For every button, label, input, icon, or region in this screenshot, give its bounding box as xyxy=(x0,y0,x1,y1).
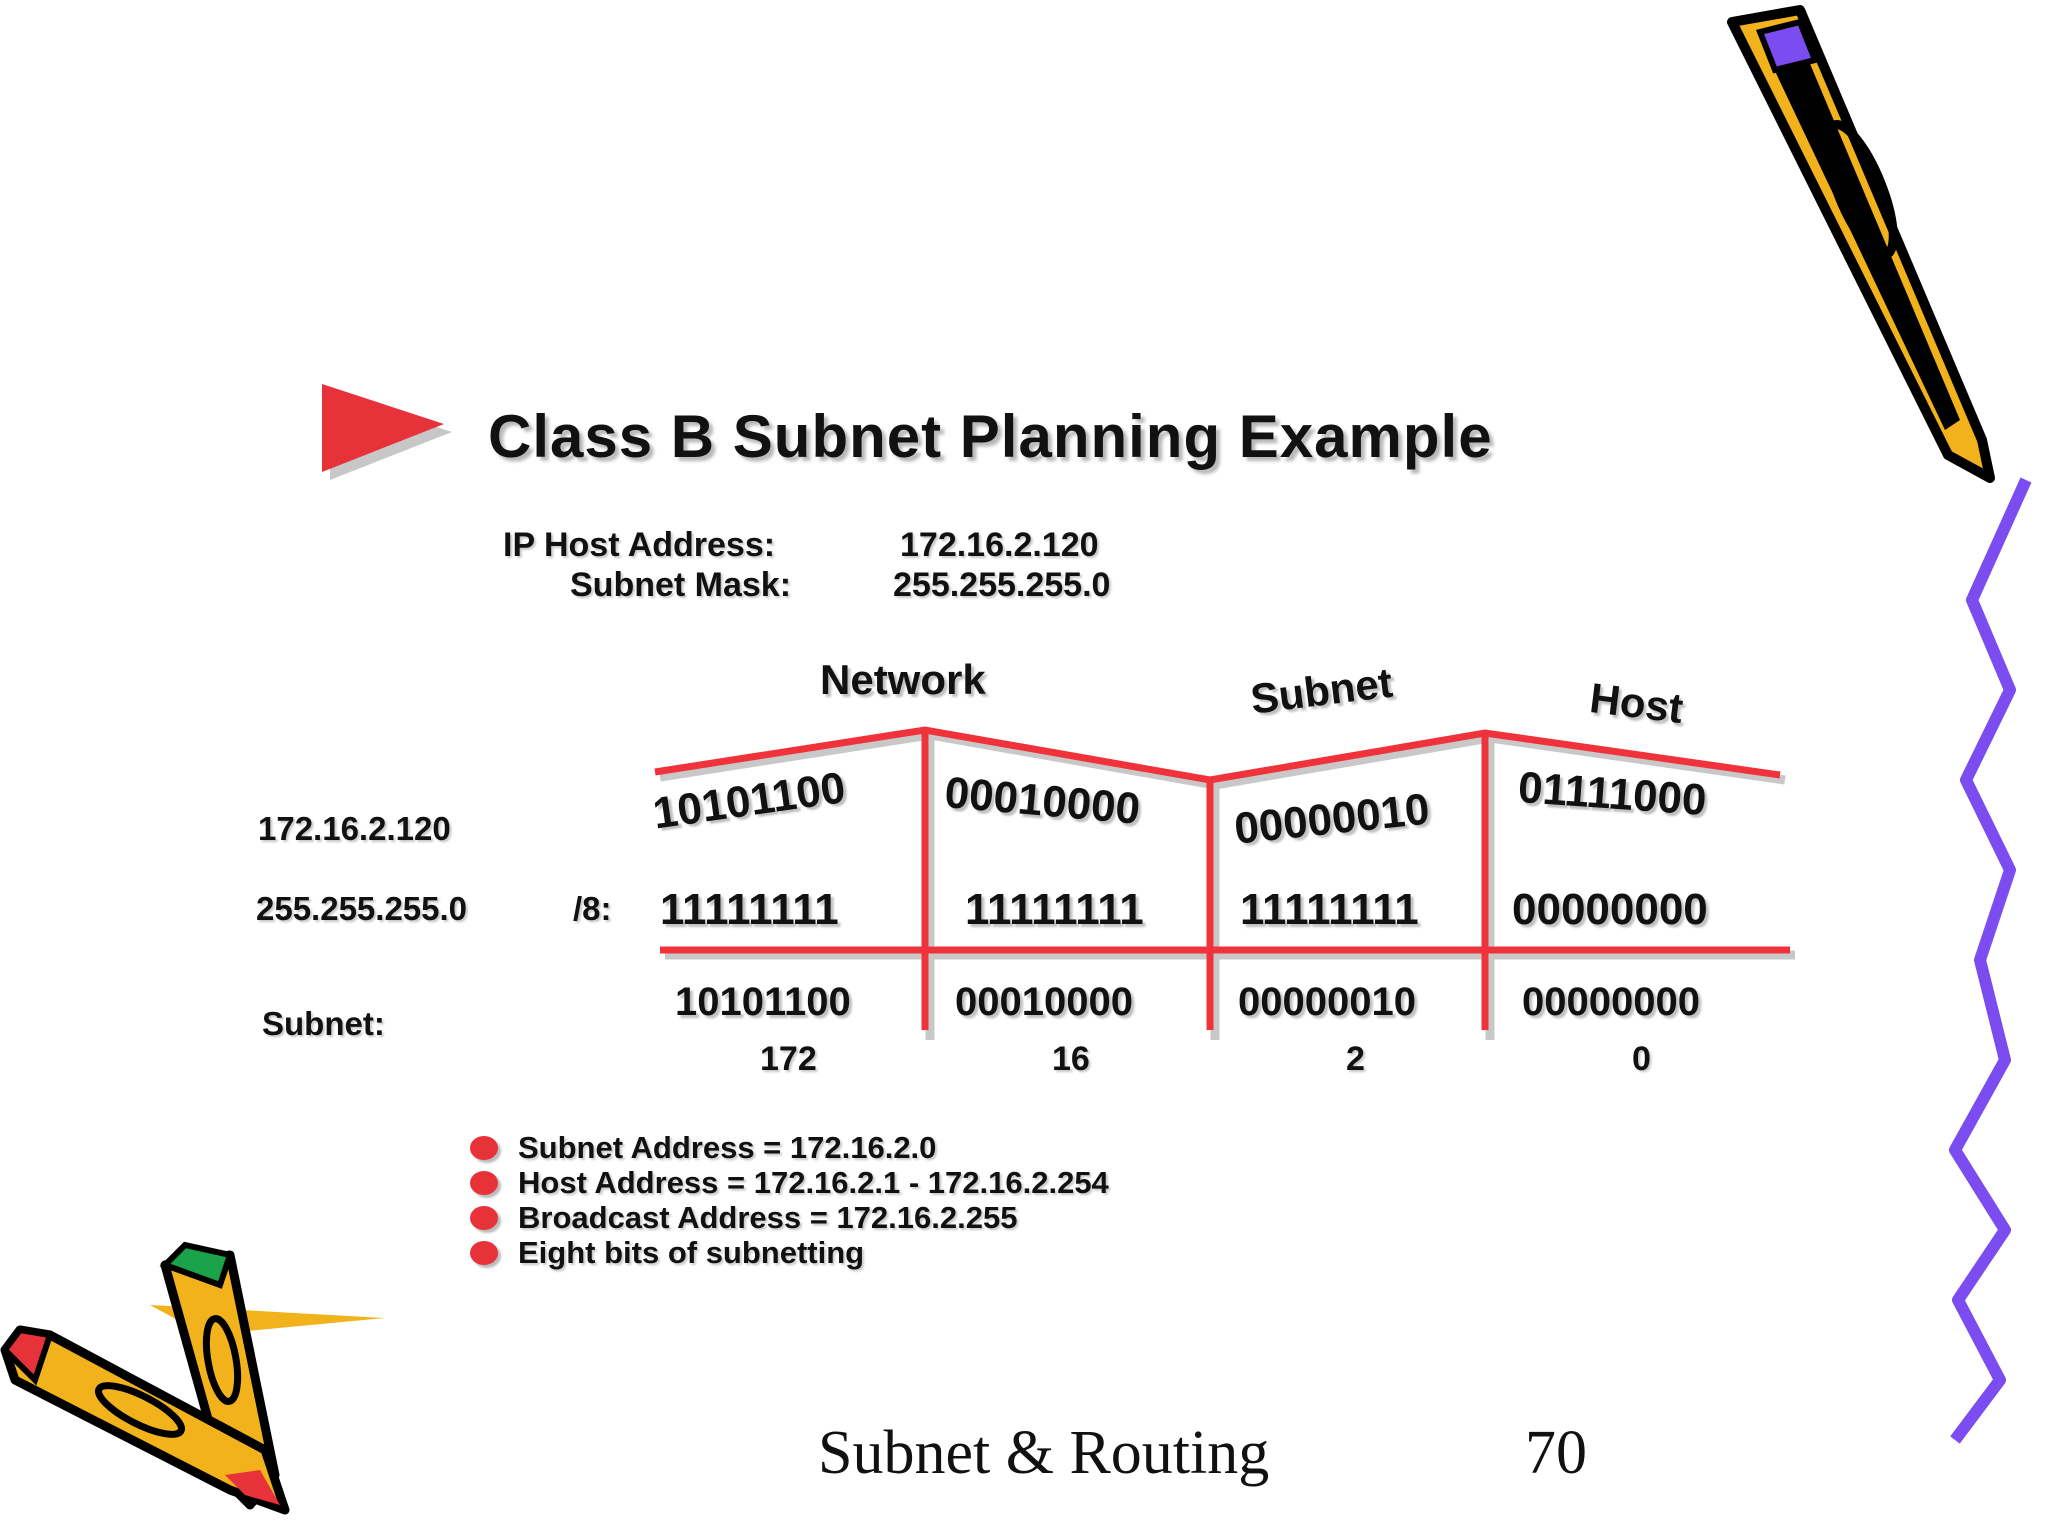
decimal-octet: 0 xyxy=(1632,1040,1651,1078)
bit-cell: 10101100 xyxy=(675,980,851,1024)
row-label-ip: 172.16.2.120 xyxy=(258,810,451,847)
bit-cell: 11111111 xyxy=(660,885,839,934)
row-label-subnet: Subnet: xyxy=(262,1005,385,1042)
header-host: Host xyxy=(1587,674,1686,733)
bullet-item xyxy=(470,1165,1109,1200)
header-subnet: Subnet xyxy=(1248,658,1395,723)
bullet-list xyxy=(470,1130,1109,1270)
bit-cell: 00010000 xyxy=(942,768,1143,834)
ip-host-value: 172.16.2.120 xyxy=(900,526,1099,564)
bit-cell: 00000000 xyxy=(1522,980,1700,1024)
decimal-octet: 2 xyxy=(1346,1040,1365,1078)
bullet-dot-icon xyxy=(470,1206,498,1230)
bullet-dot-icon xyxy=(470,1136,498,1160)
footer-title: Subnet & Routing xyxy=(818,1419,1270,1487)
decimal-octet: 16 xyxy=(1052,1040,1090,1078)
bit-cell: 00000000 xyxy=(1512,885,1708,934)
bullet-dot-icon xyxy=(470,1241,498,1265)
subnet-mask-value: 255.255.255.0 xyxy=(893,566,1111,604)
ip-host-label: IP Host Address: xyxy=(503,526,776,564)
bit-cell: 00010000 xyxy=(955,980,1133,1024)
bit-cell: 11111111 xyxy=(965,885,1144,934)
bullet-text: Eight bits of subnetting xyxy=(518,1234,865,1270)
bullet-item xyxy=(470,1130,1109,1165)
bit-cell: 11111111 xyxy=(1240,885,1419,934)
bit-cell: 01111000 xyxy=(1516,763,1709,826)
bullet-item xyxy=(470,1235,1109,1270)
row-label-mask: 255.255.255.0 xyxy=(256,890,468,927)
bit-cell: 00000010 xyxy=(1238,980,1416,1024)
subnet-mask-label: Subnet Mask: xyxy=(570,566,792,604)
slide-title: Class B Subnet Planning Example xyxy=(488,403,1493,470)
bullet-dot-icon xyxy=(470,1171,498,1195)
header-network: Network xyxy=(820,656,986,703)
bullet-text: Host Address = 172.16.2.1 - 172.16.2.254 xyxy=(518,1164,1109,1200)
bullet-text: Broadcast Address = 172.16.2.255 xyxy=(518,1199,1018,1235)
bullet-text: Subnet Address = 172.16.2.0 xyxy=(518,1129,937,1165)
row-label-mask-suffix: /8: xyxy=(573,890,612,927)
page-number: 70 xyxy=(1525,1419,1587,1487)
bullet-item xyxy=(470,1200,1109,1235)
bit-cell: 00000010 xyxy=(1232,784,1432,854)
bit-cell: 10101100 xyxy=(650,763,849,839)
decimal-octet: 172 xyxy=(760,1040,817,1078)
